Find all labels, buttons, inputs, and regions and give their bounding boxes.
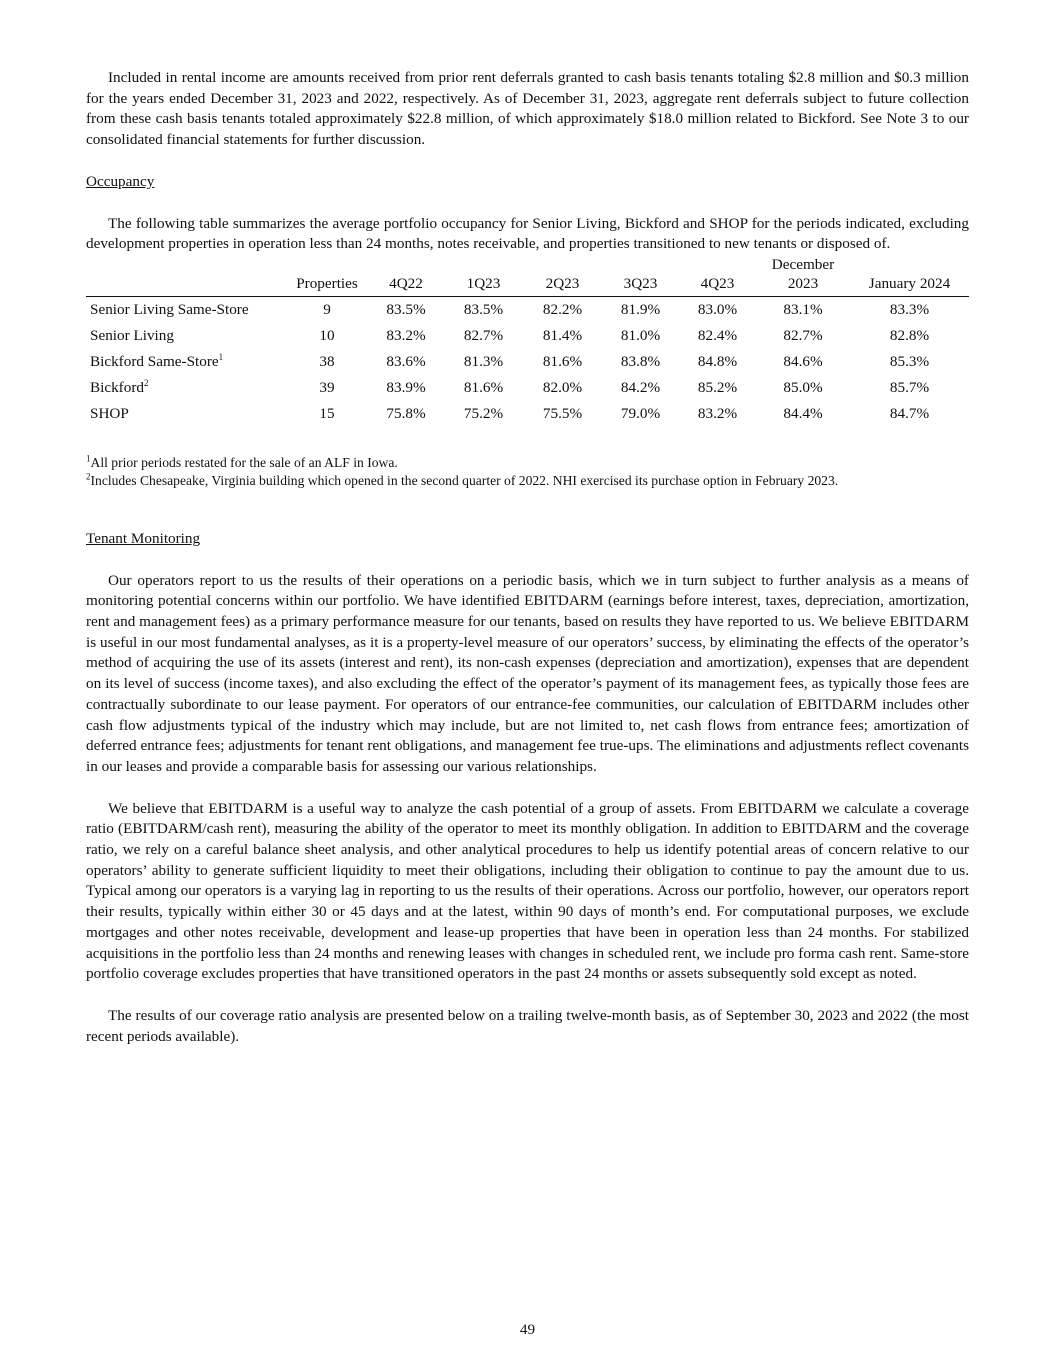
table-row [86,400,969,426]
header-december-2023 [756,255,850,297]
footnote-1 [86,454,969,472]
table-cell: 10 [319,327,335,345]
table-cell: 9 [323,301,331,319]
table-cell: 85.3% [889,352,930,370]
tenant-monitoring-paragraph-2: We believe that EBITDARM is a useful way to analyze the cash potential of a group of assets. From EBITDARM we calculate a coverage ratio (EBITDARM/cash rent), measuring the ability of the operator to meet its monthly obligation. In addition to EBITDARM and the coverage ratio, we rely on a careful balance sheet analysis, and other analytical procedures to help us identify potential areas of concern relative to our operators’ ability to generate sufficient liquidity to meet their obligations, including their obligation to continue to pay the amount due to us. Typical among our operators is a varying lag in reporting to us the results of their operations. Across our portfolio, however, our operators report their results, typically within either 30 or 45 days and at the latest, within 90 days of month’s end. For computational purposes, we exclude mortgages and other notes receivable, development and lease-up properties that have been in operation less than 24 months. For stabilized acquisitions in the portfolio less than 24 months and renewing leases with changes in scheduled rent, we include pro forma cash rent. Same-store portfolio coverage excludes properties that have transitioned operators in the past 24 months or assets subsequently sold except as noted. [86,799,969,983]
table-cell: 83.2% [697,404,738,422]
table-cell: 84.6% [783,352,823,370]
tenant-monitoring-heading: Tenant Monitoring [86,529,201,547]
row-label [86,323,286,349]
header-2q23: 2Q23 [523,255,602,297]
table-header-row [86,255,969,297]
table-cell: 83.3% [889,301,930,319]
row-label [86,374,286,400]
table-row [86,296,969,322]
table-cell: 75.2% [463,404,504,422]
header-4q23: 4Q23 [679,255,756,297]
table-cell: 81.0% [620,327,661,345]
row-label-text: Bickford [90,378,144,396]
row-label [86,400,286,426]
row-label [86,296,286,322]
header-4q22: 4Q22 [368,255,444,297]
header-1q23: 1Q23 [444,255,523,297]
tenant-monitoring-paragraph-1: Our operators report to us the results of their operations on a periodic basis, which we in turn subject to further analysis as a means of monitoring potential concerns within our portfolio. We have identified EBITDARM (earnings before interest, taxes, depreciation, amortization, rent and management fees) as a primary performance measure for our tenants, based on results they have reported to us. We believe EBITDARM is useful in our most fundamental analyses, as it is a property-level measure of our operators’ success, by eliminating the effects of the operator’s method of acquiring the use of its assets (interest and rent), its non-cash expenses (depreciation and amortization), expenses that are dependent on its level of success (income taxes), and also excluding the effect of the operator’s payment of its management fees, as typically those fees are contractually subordinate to our lease payment. For operators of our entrance-fee communities, our calculation of EBITDARM includes other cash flow adjustments typical of the industry which may include, but are not limited to, net cash flows from entrance fees; amortization of deferred entrance fees; adjustments for tenant rent obligations, and management fee true-ups. The eliminations and adjustments reflect covenants in our leases and provide a comparable basis for assessing our various relationships. [86,571,969,775]
row-label-text: SHOP [90,404,129,422]
header-properties: Properties [286,255,368,297]
row-label-text: Bickford Same-Store [90,352,219,370]
table-row [86,323,969,349]
table-cell: 83.5% [386,301,426,319]
table-cell: 82.0% [542,378,583,396]
table-cell: 82.7% [463,327,504,345]
table-cell: 39 [319,378,335,396]
table-cell: 85.7% [889,378,930,396]
table-cell: 83.1% [783,301,823,319]
table-cell: 82.7% [783,327,823,345]
footnote-1-text: All prior periods restated for the sale of an ALF in Iowa. [90,454,398,470]
table-cell: 75.5% [542,404,583,422]
footnote-1-mark: 1 [86,453,91,464]
occupancy-description: The following table summarizes the average portfolio occupancy for Senior Living, Bickford and SHOP for the periods indicated, excluding development properties in operation less than 24 months, notes receivable, and properties transitioned to new tenants or disposed of. [86,214,969,253]
table-cell: 81.6% [463,378,504,396]
table-body [86,296,969,425]
table-cell: 79.0% [620,404,661,422]
table-cell: 82.8% [889,327,930,345]
table-cell: 84.7% [889,404,930,422]
table-cell: 83.8% [620,352,661,370]
footnote-2 [86,472,969,490]
row-label-text: Senior Living Same-Store [90,301,249,319]
row-footnote-mark: 1 [218,351,224,362]
footnote-2-text: Includes Chesapeake, Virginia building which opened in the second quarter of 2022. NHI exercised its purchase option in February 2023. [90,472,839,488]
table-cell: 75.8% [386,404,426,422]
table-cell: 83.2% [386,327,426,345]
table-cell: 84.4% [783,404,823,422]
header-january-2024: January 2024 [850,255,969,297]
row-label-text: Senior Living [90,327,174,345]
occupancy-heading: Occupancy [86,172,155,190]
footnote-2-mark: 2 [86,471,91,482]
row-footnote-mark: 2 [144,377,149,388]
table-cell: 81.3% [463,352,504,370]
header-december-line2: 2023 [787,274,819,292]
table-cell: 81.4% [542,327,583,345]
header-blank [86,255,286,297]
header-3q23: 3Q23 [602,255,679,297]
table-cell: 83.0% [697,301,738,319]
table-cell: 82.2% [542,301,583,319]
table-cell: 84.8% [697,352,738,370]
table-cell: 84.2% [620,378,661,396]
table-cell: 15 [319,404,335,422]
header-december-line1: December [771,255,835,273]
table-row [86,349,969,375]
table-cell: 82.4% [697,327,738,345]
occupancy-table [86,255,969,426]
table-cell: 83.5% [463,301,504,319]
table-cell: 83.9% [386,378,426,396]
table-cell: 81.6% [542,352,583,370]
table-cell: 83.6% [386,352,426,370]
tenant-monitoring-paragraph-3: The results of our coverage ratio analysis are presented below on a trailing twelve-month basis, as of September 30, 2023 and 2022 (the most recent periods available). [86,1006,969,1045]
table-cell: 85.2% [697,378,738,396]
table-cell: 81.9% [620,301,661,319]
intro-paragraph: Included in rental income are amounts received from prior rent deferrals granted to cash basis tenants totaling $2.8 million and $0.3 million for the years ended December 31, 2023 and 2022, respectively. As of December 31, 2023, aggregate rent deferrals subject to future collection from these cash basis tenants totaled approximately $22.8 million, of which approximately $18.0 million related to Bickford. See Note 3 to our consolidated financial statements for further discussion. [86,69,969,149]
table-row [86,374,969,400]
row-label [86,349,286,375]
table-cell: 38 [319,352,335,370]
page-number: 49 [519,1321,536,1338]
page-content [86,68,969,1047]
table-cell: 85.0% [783,378,823,396]
